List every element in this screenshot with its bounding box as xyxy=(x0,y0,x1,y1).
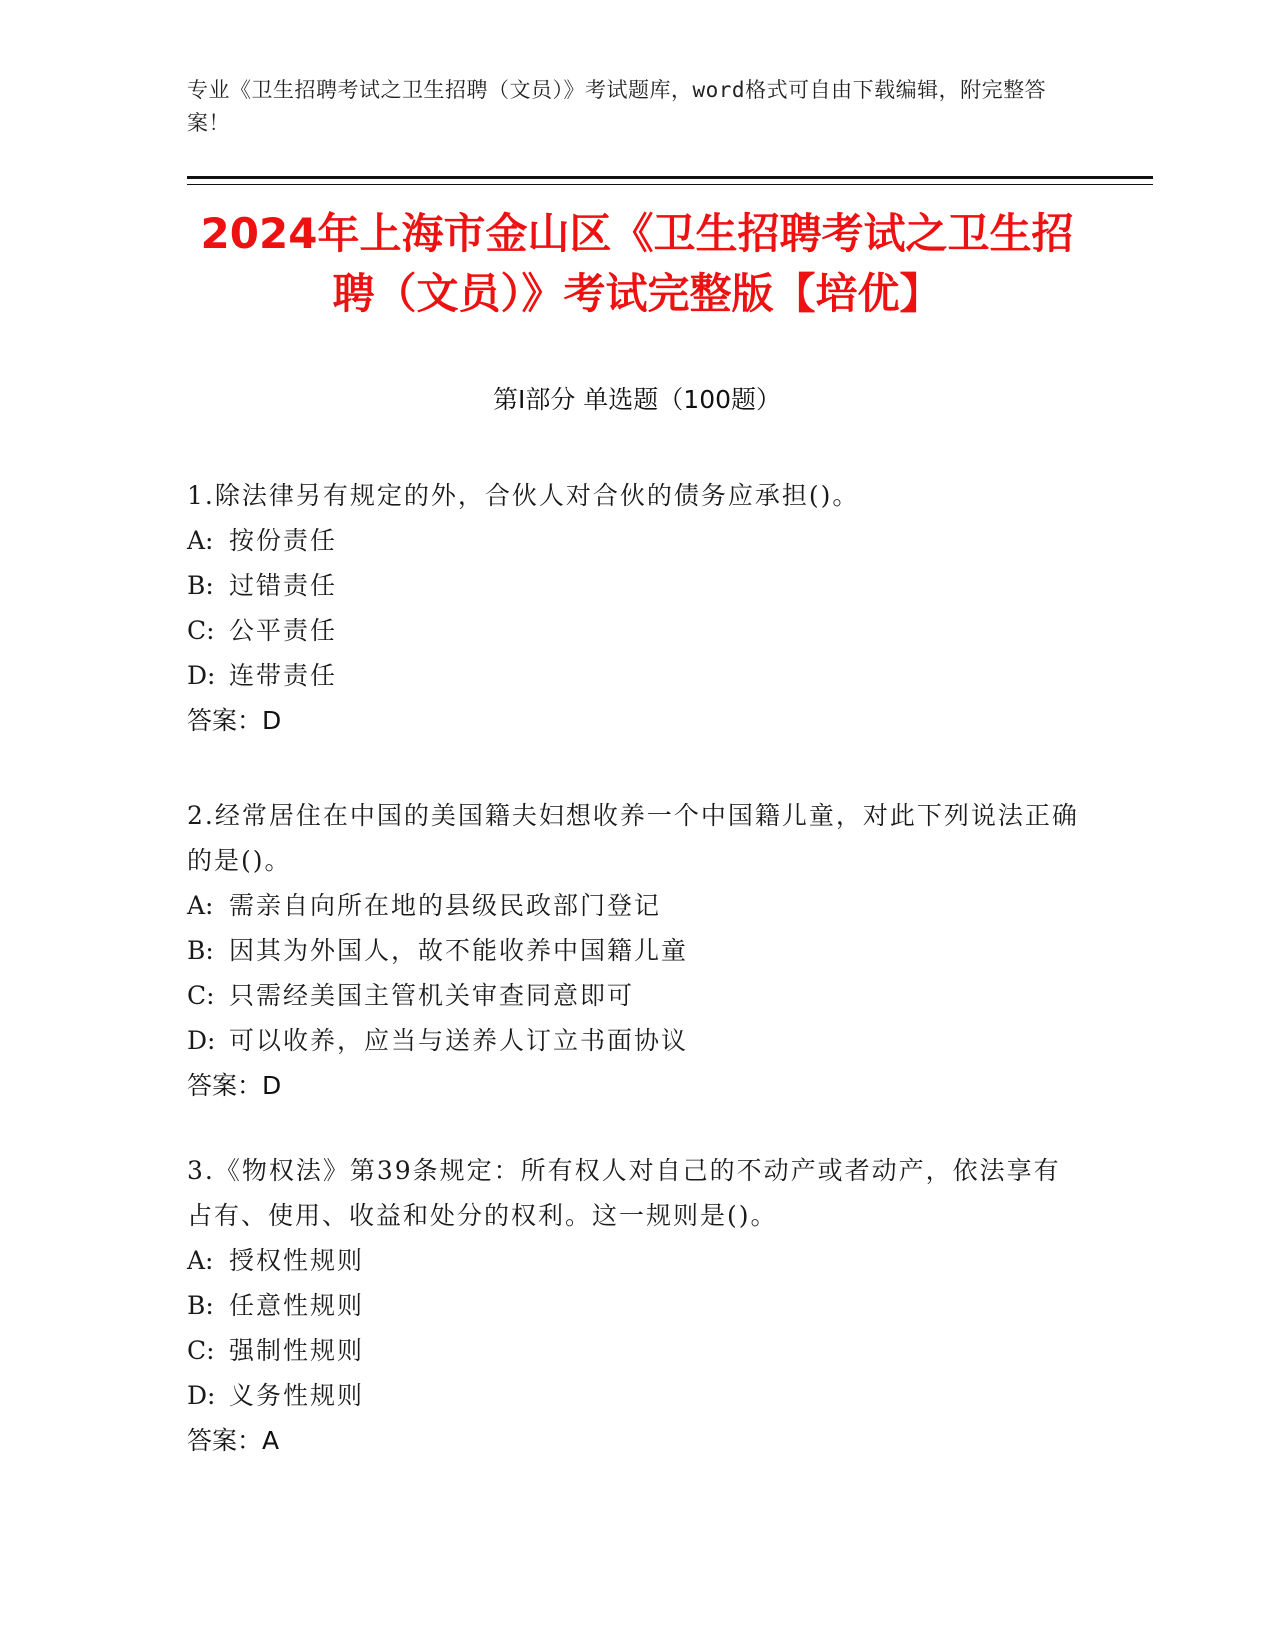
header-rule-thin xyxy=(187,184,1153,185)
option-letter: A: xyxy=(187,526,214,555)
option-letter: D: xyxy=(187,661,216,690)
option-letter: C: xyxy=(187,981,215,1010)
option-text: 过错责任 xyxy=(229,571,338,600)
header-rule-thick xyxy=(187,176,1153,179)
question-3 xyxy=(187,1148,1087,1463)
option-text: 连带责任 xyxy=(229,661,338,690)
option-text: 授权性规则 xyxy=(229,1246,365,1275)
option-text: 任意性规则 xyxy=(229,1291,365,1320)
option-letter: B: xyxy=(187,571,214,600)
option-letter: B: xyxy=(187,1291,214,1320)
question-stem: 3.《物权法》第39条规定：所有权人对自己的不动产或者动产，依法享有占有、使用、收益和处分的权利。这一规则是()。 xyxy=(187,1156,1061,1230)
option-a xyxy=(187,1238,1087,1283)
option-c xyxy=(187,608,1087,653)
answer: 答案：D xyxy=(187,706,282,735)
option-letter: C: xyxy=(187,1336,215,1365)
option-d xyxy=(187,1018,1087,1063)
option-c xyxy=(187,973,1087,1018)
question-stem: 1.除法律另有规定的外，合伙人对合伙的债务应承担()。 xyxy=(187,481,860,510)
answer: 答案：A xyxy=(187,1426,280,1455)
option-text: 因其为外国人，故不能收养中国籍儿童 xyxy=(229,936,689,965)
option-text: 义务性规则 xyxy=(229,1381,365,1410)
option-c xyxy=(187,1328,1087,1373)
section-heading: 第I部分 单选题（100题） xyxy=(492,385,782,414)
option-b xyxy=(187,563,1087,608)
option-a xyxy=(187,518,1087,563)
option-a xyxy=(187,883,1087,928)
question-stem: 2.经常居住在中国的美国籍夫妇想收养一个中国籍儿童，对此下列说法正确的是()。 xyxy=(187,801,1079,875)
answer: 答案：D xyxy=(187,1071,282,1100)
option-letter: A: xyxy=(187,891,214,920)
option-b xyxy=(187,928,1087,973)
option-text: 公平责任 xyxy=(229,616,338,645)
option-letter: C: xyxy=(187,616,215,645)
option-text: 按份责任 xyxy=(229,526,338,555)
document-title: 2024年上海市金山区《卫生招聘考试之卫生招聘（文员）》考试完整版【培优】 xyxy=(200,209,1074,318)
option-text: 可以收养，应当与送养人订立书面协议 xyxy=(229,1026,689,1055)
option-text: 只需经美国主管机关审查同意即可 xyxy=(229,981,635,1010)
option-text: 需亲自向所在地的县级民政部门登记 xyxy=(229,891,662,920)
option-letter: A: xyxy=(187,1246,214,1275)
option-d xyxy=(187,653,1087,698)
question-2 xyxy=(187,793,1087,1108)
option-d xyxy=(187,1373,1087,1418)
option-text: 强制性规则 xyxy=(229,1336,365,1365)
option-b xyxy=(187,1283,1087,1328)
question-1 xyxy=(187,473,1087,743)
option-letter: D: xyxy=(187,1026,216,1055)
option-letter: D: xyxy=(187,1381,216,1410)
header-note: 专业《卫生招聘考试之卫生招聘（文员）》考试题库，word格式可自由下载编辑，附完整答案！ xyxy=(187,78,1047,135)
option-letter: B: xyxy=(187,936,214,965)
